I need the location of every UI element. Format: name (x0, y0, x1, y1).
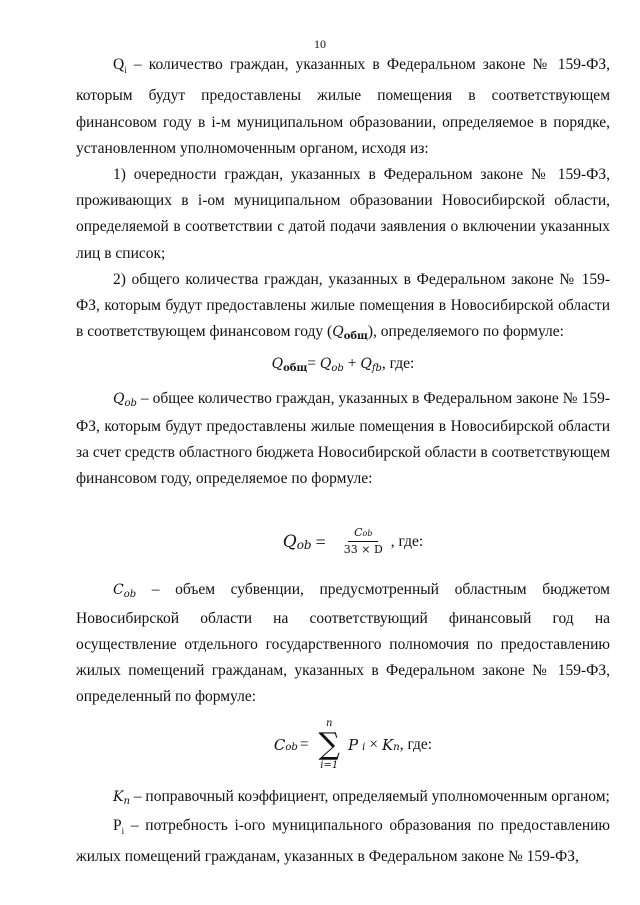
paragraph-text-tail: ), определяемого по формуле: (367, 323, 564, 341)
paragraph-list-item-1: 1) очередности граждан, указанных в Федеральном законе № 159-ФЗ, проживающих в i-ом муниципальном образовании Новосибирской области, определяемой в соответствии с датой подачи заявления о включении указанных лиц в список; (76, 165, 610, 262)
symbol-q: Q (113, 390, 125, 407)
formula-subscript: общ (283, 363, 308, 375)
formula-tail: , где: (399, 736, 433, 754)
formula-fraction (338, 526, 389, 557)
formula-subscript: fb (371, 363, 382, 375)
formula-q-total (76, 351, 610, 379)
sum-upper-limit: n (326, 718, 333, 730)
sigma-symbol: ∑ (318, 727, 340, 763)
formula-subscript: i (362, 742, 366, 754)
formula-operator: = (315, 531, 326, 552)
page-number: 10 (314, 37, 326, 51)
formula-subscript: ob (362, 529, 373, 539)
paragraph-text: 2) общего количества граждан, указанных в Федеральном законе № 159-ФЗ, которым будут предоставлены жилые помещения в Новосибирской области в соответствующем финансовом году ( (76, 270, 610, 341)
symbol-subscript: i (121, 825, 125, 836)
formula-operator: = (299, 736, 309, 754)
fraction-denominator: 33 × D (343, 543, 383, 557)
symbol-subscript: ob (124, 397, 137, 409)
formula-subscript: ob (296, 537, 312, 552)
paragraph-text: – поправочный коэффициент, определяемый уполномоченным органом; (129, 788, 610, 806)
symbol-subscript: i (124, 65, 127, 76)
symbol-q: Q (113, 56, 125, 73)
formula-operator: = (307, 355, 320, 373)
symbol-subscript: общ (343, 331, 368, 343)
paragraph-text: – количество граждан, указанных в Федеральном законе № 159-ФЗ, которым будут предоставлены жилые помещения в соответствующем финансовом году в i-м муниципальном образовании, определяемое в порядке, установленном уполномоченным органом, исходя из: (76, 56, 610, 157)
symbol-subscript: n (123, 796, 130, 808)
formula-c-ob (76, 718, 610, 772)
paragraph-list-item-2 (76, 267, 610, 348)
summation (319, 718, 340, 772)
paragraph-text: – общее количество граждан, указанных в Федеральном законе № 159-ФЗ, которым будут предоставлены жилые помещения в Новосибирской области за счет средств областного бюджета Новосибирской области в соответствующем финансовом году, определяемое по формуле: (76, 389, 610, 488)
document-body (76, 52, 610, 870)
symbol-c: C (113, 582, 124, 599)
sum-lower-limit: i=1 (320, 760, 339, 772)
paragraph-cob-definition (76, 577, 610, 710)
formula-subscript: ob (285, 742, 298, 754)
formula-symbol: Q (282, 531, 297, 552)
symbol-subscript: ob (123, 589, 137, 601)
formula-subscript: n (393, 742, 400, 754)
formula-operator: × (369, 736, 379, 754)
fraction-numerator (348, 526, 378, 542)
formula-subscript: ob (331, 363, 344, 375)
formula-operator: + (343, 355, 361, 373)
paragraph-qob-definition (76, 386, 610, 493)
formula-symbol: P (347, 736, 359, 755)
formula-tail: , где: (381, 355, 415, 373)
formula-symbol: Q (319, 356, 332, 373)
paragraph-kn-definition (76, 784, 610, 812)
paragraph-qi-definition (76, 52, 610, 162)
formula-symbol: K (382, 736, 394, 755)
paragraph-text: – объем субвенции, предусмотренный областным бюджетом Новосибирской области на соответствующий финансовый год на осуществление отдельного государственного полномочия по предоставлению жилых помещений гражданам, указанных в Федеральном законе № 159-ФЗ, определенный по формуле: (76, 581, 610, 706)
formula-symbol: C (273, 736, 286, 755)
formula-q-ob (76, 526, 610, 557)
formula-symbol: Q (271, 356, 284, 373)
formula-symbol: C (354, 526, 363, 540)
formula-tail: , где: (390, 532, 424, 550)
paragraph-pi-definition (76, 813, 610, 871)
symbol-k: K (113, 789, 124, 806)
symbol-q: Q (332, 324, 344, 341)
symbol-p: P (113, 816, 122, 834)
formula-symbol: Q (360, 356, 372, 373)
paragraph-text: – потребность i-ого муниципального образования по предоставлению жилых помещений гражданам, указанных в Федеральном законе № 159-ФЗ, (76, 816, 610, 865)
